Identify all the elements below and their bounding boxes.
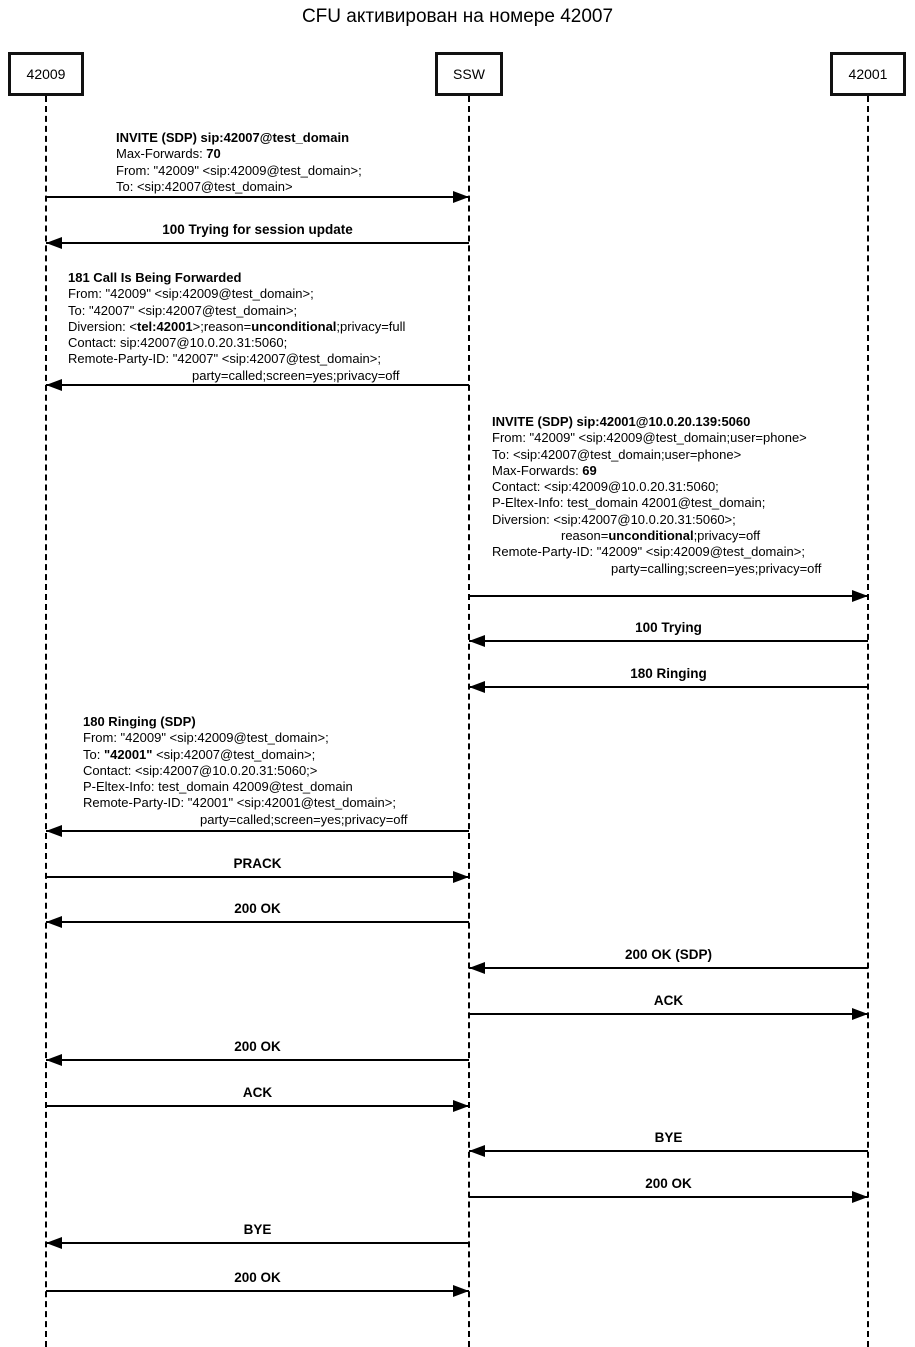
text-segment: Remote-Party-ID: "42009" <sip:42009@test_domain>;	[492, 544, 805, 560]
message-arrow-line	[46, 921, 469, 923]
message-label: 100 Trying	[635, 620, 702, 635]
message-arrow-line	[46, 1059, 469, 1061]
message-label: BYE	[243, 1222, 272, 1237]
message-arrow-line	[46, 196, 469, 198]
message-detail-line	[83, 779, 408, 795]
text-segment: <sip:42007@test_domain>;	[152, 746, 316, 762]
text-segment: To: <sip:42007@test_domain>	[116, 178, 293, 194]
message-detail-line	[492, 495, 821, 511]
message-label: 100 Trying for session update	[162, 222, 353, 237]
message-arrow-line	[46, 1290, 469, 1292]
text-segment: From: "42009" <sip:42009@test_domain;user=phone>	[492, 430, 807, 446]
text-segment: party=calling;screen=yes;privacy=off	[611, 560, 822, 576]
text-segment: "42001"	[103, 746, 153, 762]
text-segment: Diversion: <sip:42007@10.0.20.31:5060>;	[492, 511, 736, 527]
arrowhead-icon	[852, 590, 868, 602]
text-segment: party=called;screen=yes;privacy=off	[192, 367, 400, 383]
message-label: 200 OK (SDP)	[624, 947, 713, 962]
arrowhead-icon	[453, 1100, 469, 1112]
actor-label: 42001	[848, 66, 888, 82]
message-arrow-line	[469, 1013, 868, 1015]
text-segment: To:	[83, 746, 104, 762]
message-detail-line	[116, 163, 362, 179]
message-arrow-line	[469, 967, 868, 969]
message-label: 200 OK	[234, 1270, 281, 1285]
arrowhead-icon	[469, 962, 485, 974]
actor-box-SSW	[435, 52, 503, 96]
text-segment: From: "42009" <sip:42009@test_domain>;	[68, 286, 314, 302]
text-segment: To: "42007" <sip:42007@test_domain>;	[68, 302, 298, 318]
arrowhead-icon	[453, 871, 469, 883]
message-detail-line	[83, 730, 408, 746]
message-detail-line	[492, 512, 821, 528]
lifeline-42001	[867, 96, 869, 1347]
text-segment: tel:42001	[137, 318, 193, 334]
message-label: ACK	[653, 993, 684, 1008]
text-segment: reason=	[561, 528, 609, 544]
actor-label: 42009	[26, 66, 66, 82]
actor-box-42001	[830, 52, 906, 96]
text-segment: 69	[582, 462, 597, 478]
message-arrow-line	[46, 242, 469, 244]
text-segment: >;reason=	[192, 318, 252, 334]
message-label: 200 OK	[645, 1176, 692, 1191]
text-segment: Contact: <sip:42007@10.0.20.31:5060;>	[83, 762, 318, 778]
message-detail-line	[492, 528, 821, 544]
message-arrow-line	[46, 876, 469, 878]
actor-label: SSW	[453, 66, 485, 82]
arrowhead-icon	[46, 1237, 62, 1249]
diagram-title: CFU активирован на номере 42007	[301, 6, 614, 27]
message-detail-line	[492, 430, 821, 446]
arrowhead-icon	[453, 1285, 469, 1297]
arrowhead-icon	[46, 916, 62, 928]
text-segment: 180 Ringing (SDP)	[83, 714, 196, 729]
message-detail-block	[68, 270, 405, 384]
text-segment: ;privacy=full	[336, 318, 406, 334]
message-detail-line	[492, 561, 821, 577]
arrowhead-icon	[852, 1191, 868, 1203]
message-detail-line	[68, 368, 405, 384]
text-segment: Remote-Party-ID: "42001" <sip:42001@test_domain>;	[83, 795, 396, 811]
message-detail-line	[116, 179, 362, 195]
message-detail-block	[83, 714, 408, 828]
message-detail-line	[83, 795, 408, 811]
text-segment: From: "42009" <sip:42009@test_domain>;	[83, 730, 329, 746]
arrowhead-icon	[46, 237, 62, 249]
text-segment: Contact: <sip:42009@10.0.20.31:5060;	[492, 479, 719, 495]
message-arrow-line	[46, 384, 469, 386]
message-detail-line	[83, 812, 408, 828]
message-label: 200 OK	[234, 1039, 281, 1054]
arrowhead-icon	[469, 635, 485, 647]
message-label: PRACK	[233, 856, 282, 871]
message-detail-line	[68, 270, 405, 286]
text-segment: unconditional	[251, 318, 337, 334]
text-segment: P-Eltex-Info: test_domain 42009@test_domain	[83, 779, 353, 795]
message-detail-line	[68, 351, 405, 367]
message-detail-line	[68, 335, 405, 351]
message-label: ACK	[242, 1085, 273, 1100]
text-segment: INVITE (SDP) sip:42007@test_domain	[116, 130, 350, 145]
message-detail-line	[116, 146, 362, 162]
message-detail-line	[83, 763, 408, 779]
message-detail-line	[68, 319, 405, 335]
message-detail-line	[492, 544, 821, 560]
text-segment: Remote-Party-ID: "42007" <sip:42007@test_domain>;	[68, 351, 381, 367]
message-arrow-line	[46, 1242, 469, 1244]
text-segment: Contact: sip:42007@10.0.20.31:5060;	[68, 335, 288, 351]
arrowhead-icon	[46, 379, 62, 391]
text-segment: To: <sip:42007@test_domain;user=phone>	[492, 446, 742, 462]
arrowhead-icon	[453, 191, 469, 203]
text-segment: 70	[206, 146, 221, 162]
actor-box-42009	[8, 52, 84, 96]
message-detail-line	[492, 414, 821, 430]
message-label: 180 Ringing	[630, 666, 707, 681]
message-detail-line	[492, 447, 821, 463]
message-detail-line	[68, 303, 405, 319]
text-segment: Max-Forwards:	[116, 146, 207, 162]
lifeline-SSW	[468, 96, 470, 1347]
message-detail-block	[492, 414, 821, 577]
arrowhead-icon	[46, 825, 62, 837]
lifeline-42009	[45, 96, 47, 1347]
message-arrow-line	[469, 1150, 868, 1152]
text-segment: P-Eltex-Info: test_domain 42001@test_domain;	[492, 495, 766, 511]
message-label: BYE	[654, 1130, 683, 1145]
message-detail-line	[68, 286, 405, 302]
message-arrow-line	[469, 640, 868, 642]
arrowhead-icon	[852, 1008, 868, 1020]
message-detail-block	[116, 130, 362, 195]
text-segment: ;privacy=off	[693, 528, 761, 544]
message-arrow-line	[46, 830, 469, 832]
message-detail-line	[83, 747, 408, 763]
text-segment: party=called;screen=yes;privacy=off	[200, 811, 408, 827]
message-detail-line	[492, 463, 821, 479]
text-segment: From: "42009" <sip:42009@test_domain>;	[116, 162, 362, 178]
text-segment: Diversion: <	[68, 318, 137, 334]
arrowhead-icon	[469, 1145, 485, 1157]
text-segment: Max-Forwards:	[492, 462, 583, 478]
arrowhead-icon	[469, 681, 485, 693]
message-detail-line	[116, 130, 362, 146]
message-detail-line	[492, 479, 821, 495]
message-arrow-line	[469, 595, 868, 597]
message-arrow-line	[469, 1196, 868, 1198]
message-arrow-line	[469, 686, 868, 688]
message-label: 200 OK	[234, 901, 281, 916]
message-arrow-line	[46, 1105, 469, 1107]
text-segment: INVITE (SDP) sip:42001@10.0.20.139:5060	[492, 414, 751, 429]
text-segment: unconditional	[608, 528, 694, 544]
arrowhead-icon	[46, 1054, 62, 1066]
text-segment: 181 Call Is Being Forwarded	[68, 270, 242, 285]
message-detail-line	[83, 714, 408, 730]
